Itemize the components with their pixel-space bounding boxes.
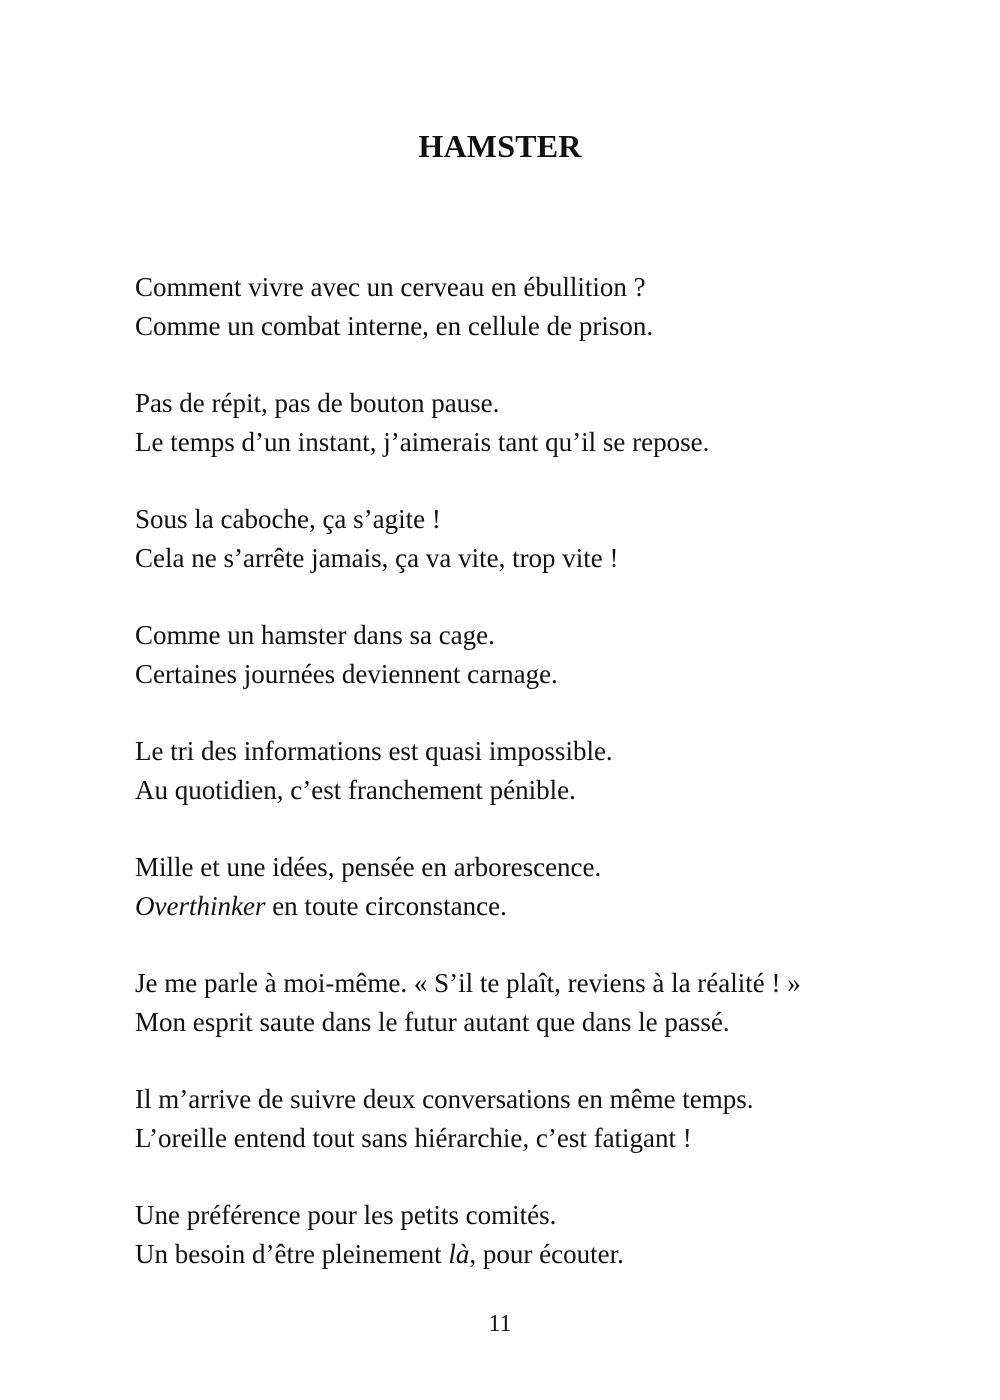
poem-line-mixed [135,887,935,926]
stanza-2 [135,384,935,462]
stanza-4 [135,616,935,694]
poem-line: Le temps d’un instant, j’aimerais tant qu’il se repose. [135,427,710,457]
poem-line: Au quotidien, c’est franchement pénible. [135,775,576,805]
line-rest: en toute circonstance. [265,891,507,921]
poem-line: Sous la caboche, ça s’agite ! [135,504,441,534]
poem-line: Certaines journées deviennent carnage. [135,659,558,689]
page-number: 11 [488,1311,512,1337]
poem-title: HAMSTER [418,128,582,164]
line-after: , pour écouter. [469,1239,624,1269]
italic-word: là [448,1239,470,1269]
stanza-9 [135,1196,935,1274]
stanza-6 [135,848,935,926]
poem-line: Je me parle à moi-même. « S’il te plaît, reviens à la réalité ! » [135,968,801,998]
poem-line: Pas de répit, pas de bouton pause. [135,388,500,418]
italic-word: Overthinker [135,891,266,921]
poem-body [135,268,935,1312]
line-before: Un besoin d’être pleinement [135,1239,449,1269]
stanza-5 [135,732,935,810]
stanza-3 [135,500,935,578]
poem-line-mixed [135,1235,935,1274]
poem-line: Mille et une idées, pensée en arborescence. [135,852,602,882]
poem-line: Mon esprit saute dans le futur autant que dans le passé. [135,1007,730,1037]
poem-line: L’oreille entend tout sans hiérarchie, c’est fatigant ! [135,1123,692,1153]
poem-line: Comme un hamster dans sa cage. [135,620,495,650]
poem-line: Comme un combat interne, en cellule de prison. [135,311,654,341]
stanza-1 [135,268,935,346]
poem-line: Il m’arrive de suivre deux conversations en même temps. [135,1084,754,1114]
poem-line: Le tri des informations est quasi impossible. [135,736,613,766]
poem-line: Comment vivre avec un cerveau en ébullition ? [135,272,646,302]
poem-line: Une préférence pour les petits comités. [135,1200,557,1230]
poem-line: Cela ne s’arrête jamais, ça va vite, trop vite ! [135,543,619,573]
stanza-7 [135,964,935,1042]
stanza-8 [135,1080,935,1158]
